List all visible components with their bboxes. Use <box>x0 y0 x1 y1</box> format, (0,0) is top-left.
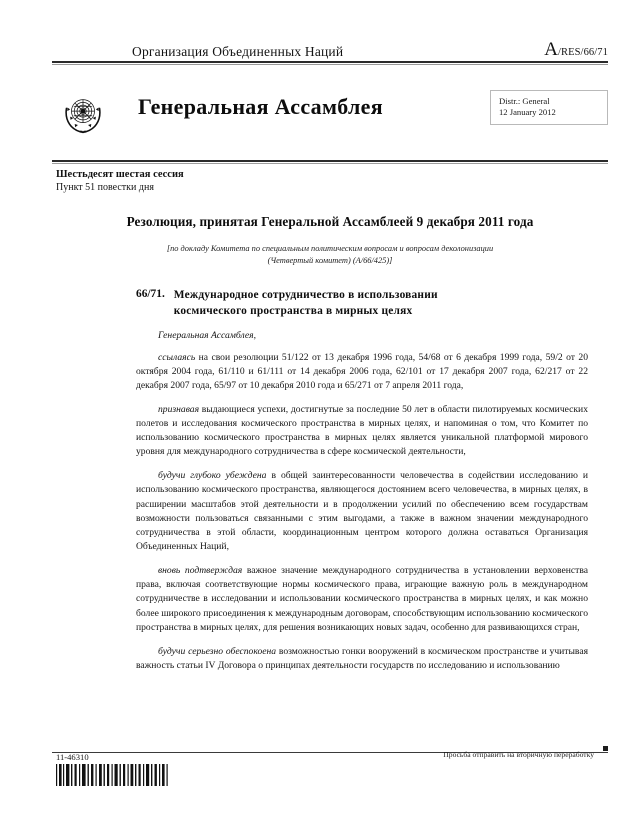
resolution-subject <box>174 288 438 319</box>
paragraph-lead: будучи глубоко убеждена <box>158 470 267 482</box>
organization-name: Организация Объединенных Наций <box>132 44 344 59</box>
preambular-paragraph <box>136 351 588 394</box>
barcode-icon <box>56 764 168 786</box>
resolution-source-line-2: (Четвертый комитет) (A/66/425)] <box>267 256 393 265</box>
preambular-paragraph <box>136 564 588 635</box>
paragraph-lead: ссылаясь <box>158 351 196 363</box>
recycle-icon <box>603 746 608 751</box>
session-rule <box>52 160 608 162</box>
preambular-paragraph <box>136 469 588 554</box>
distribution-box <box>490 90 608 125</box>
document-number: 11-46310 <box>56 752 89 762</box>
paragraph-text: важное значение международного сотрудничества в установлении верховенства права, включая соответствующие нормы космического права, играющие важную роль в международном сотрудничестве в исследовании и использовании космического пространства в мирных целях, и как можно более широкого присоединения к международным договорам, способствующим использованию космического пространства в мирных целях, для решения возникающих новых задач, особенно для развивающихся стран, <box>136 565 588 633</box>
document-symbol <box>544 40 608 60</box>
masthead <box>52 88 608 148</box>
session-block <box>56 168 456 194</box>
paragraph-lead: будучи серьезно обеспокоена <box>158 645 277 657</box>
paragraph-lead: признавая <box>158 403 200 415</box>
resolution-source <box>110 243 550 267</box>
paragraph-text: возможностью гонки вооружений в космическом пространстве и учитывая важность статьи IV Договора о принципах деятельности государств по исследованию и использованию <box>136 645 588 671</box>
header-rule-secondary <box>52 64 608 65</box>
session-title: Шестьдесят шестая сессия <box>56 169 184 180</box>
resolution-number: 66/71. <box>136 288 165 300</box>
paragraph-text: в общей заинтересованности человечества в содействии исследованию и использованию космического пространства, являющегося достоянием всего человечества, в мирных целях, в расширении масштабов этой деятельности и в продолжении усилий по обеспечению всем государствам возможности пользоваться связанными с этим выгодами, а также в важном значении международного сотрудничества в этой области, координационным центром которого должна оставаться Организация Объединенных Наций, <box>136 470 588 553</box>
document-body <box>136 330 588 681</box>
document-header <box>52 40 608 60</box>
salutation: Генеральная Ассамблея, <box>158 330 257 341</box>
resolution-title: Резолюция, принятая Генеральной Ассамблеей 9 декабря 2011 года <box>126 214 534 229</box>
resolution-source-line-1: [по докладу Комитета по специальным политическим вопросам и вопросам деколонизации <box>166 244 494 253</box>
preambular-paragraph <box>136 403 588 460</box>
resolution-heading <box>136 288 576 319</box>
distribution-type: Distr.: General <box>499 96 550 106</box>
paragraph-text: выдающиеся успехи, достигнутые за последние 50 лет в области пилотируемых космических полетов и исследования космического пространства в мирных целях, и напоминая о том, что Комитет по использованию космического пространства в мирных целях является уникальной платформой мирового уровня для международного сотрудничества в сфере космической деятельности, <box>136 403 588 458</box>
general-assembly-title: Генеральная Ассамблея <box>138 94 383 119</box>
resolution-subject-line-1: Международное сотрудничество в использовании <box>173 289 438 301</box>
un-emblem-icon <box>60 90 106 136</box>
distribution-date: 12 January 2012 <box>499 107 556 117</box>
preambular-paragraph <box>136 645 588 673</box>
session-rule-secondary <box>52 163 608 164</box>
paragraph-lead: вновь подтверждая <box>158 565 243 577</box>
agenda-item: Пункт 51 повестки дня <box>56 182 154 193</box>
document-symbol-prefix: A <box>544 39 558 60</box>
document-symbol-suffix: /RES/66/71 <box>557 47 608 58</box>
resolution-subject-line-2: космического пространства в мирных целях <box>173 304 413 317</box>
header-rule <box>52 61 608 63</box>
paragraph-text: на свои резолюции 51/122 от 13 декабря 1996 года, 54/68 от 6 декабря 1999 года, 59/2 от 20 октября 2004 года, 61/110 и 61/111 от 14 декабря 2006 года, 62/101 от 17 декабря 2007 года, 62/217 от 22 декабря 2007 года, 65/97 от 10 декабря 2010 года и 65/271 от 7 апреля 2011 года, <box>136 351 588 391</box>
recycle-note: Просьба отправить на вторичную переработку <box>443 750 594 759</box>
